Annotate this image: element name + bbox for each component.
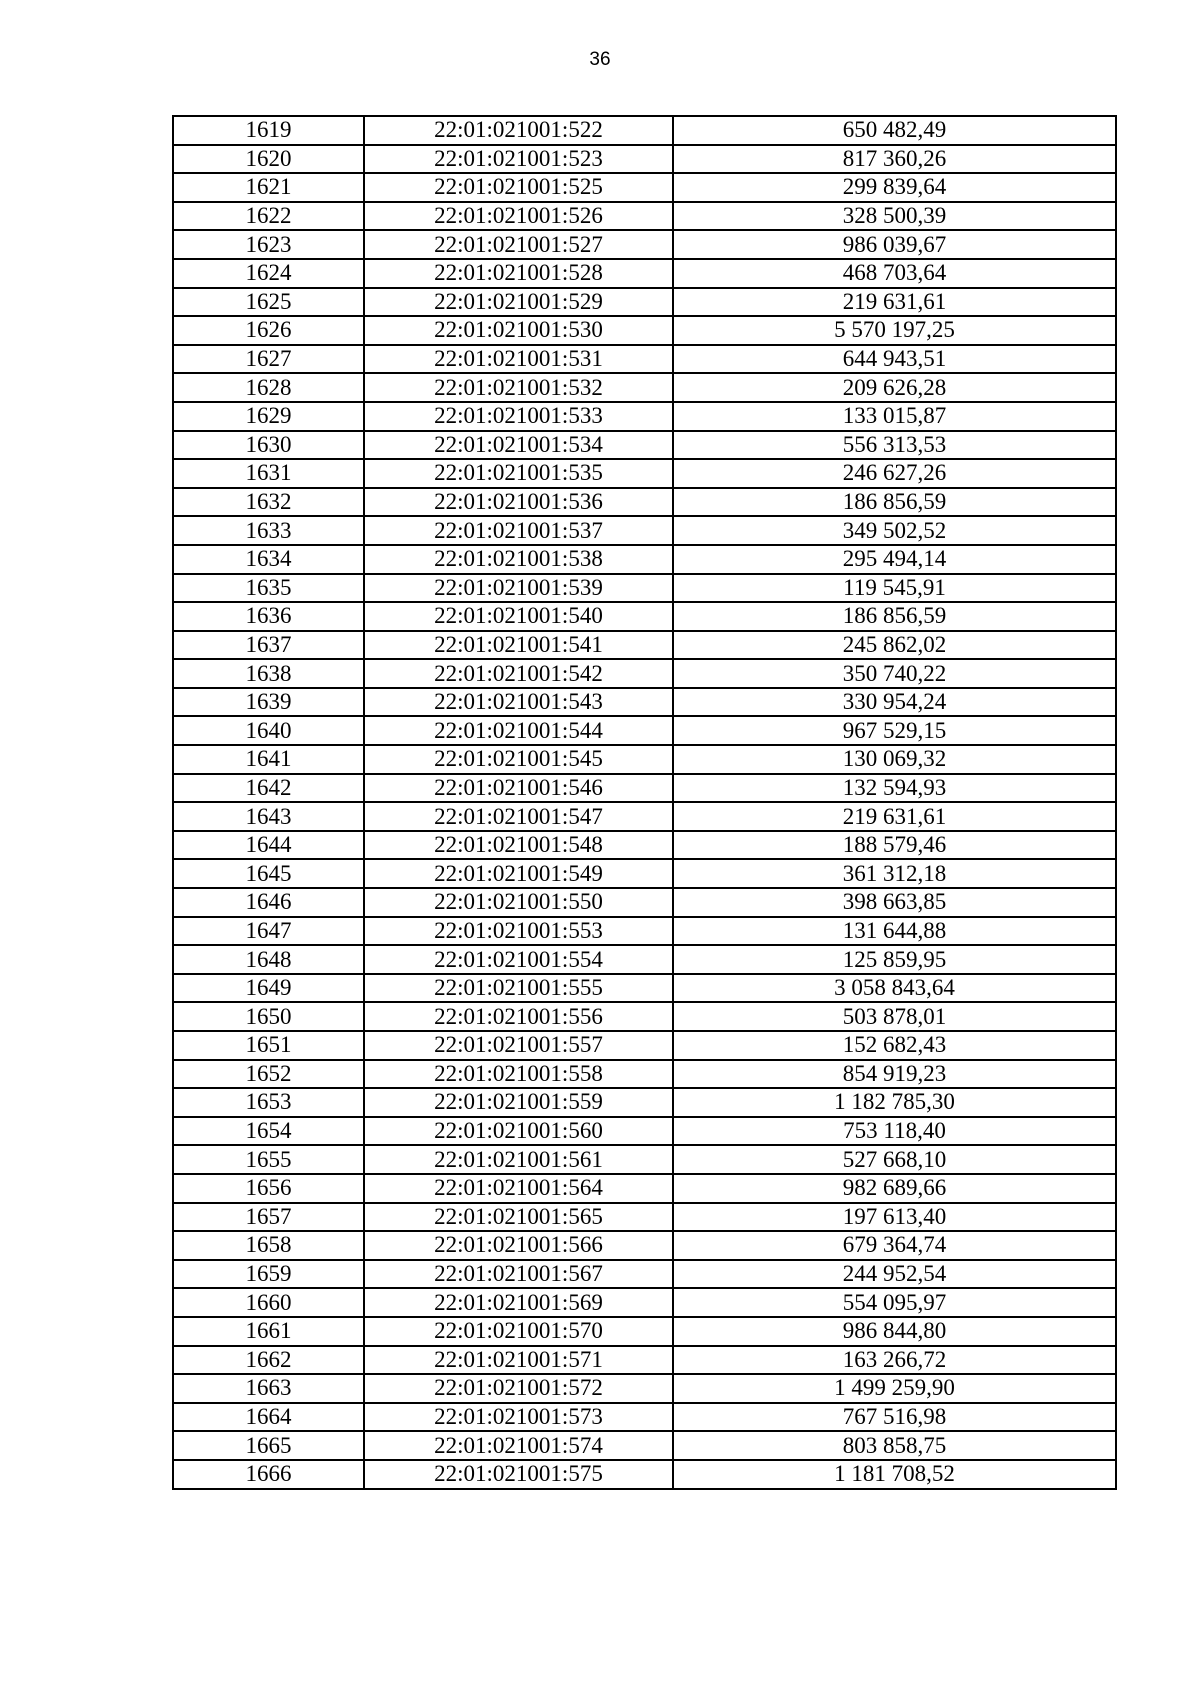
table-row — [173, 230, 1116, 259]
table-row — [173, 259, 1116, 288]
table-row — [173, 1431, 1116, 1460]
cadastral-value-cell: 349 502,52 — [673, 516, 1116, 545]
table-row — [173, 373, 1116, 402]
row-number-cell: 1657 — [173, 1203, 364, 1232]
cadastral-value-cell: 986 844,80 — [673, 1317, 1116, 1346]
cadastral-value-cell: 130 069,32 — [673, 745, 1116, 774]
table-row — [173, 1145, 1116, 1174]
cadastral-number-cell: 22:01:021001:561 — [364, 1145, 673, 1174]
cadastral-number-cell: 22:01:021001:543 — [364, 688, 673, 717]
cadastral-value-cell: 125 859,95 — [673, 945, 1116, 974]
cadastral-value-cell: 299 839,64 — [673, 173, 1116, 202]
row-number-cell: 1637 — [173, 631, 364, 660]
row-number-cell: 1658 — [173, 1231, 364, 1260]
table-row — [173, 173, 1116, 202]
table-row — [173, 859, 1116, 888]
table-row — [173, 202, 1116, 231]
cadastral-number-cell: 22:01:021001:528 — [364, 259, 673, 288]
row-number-cell: 1651 — [173, 1031, 364, 1060]
table-row — [173, 602, 1116, 631]
row-number-cell: 1662 — [173, 1346, 364, 1375]
row-number-cell: 1642 — [173, 774, 364, 803]
table-row — [173, 631, 1116, 660]
cadastral-value-cell: 650 482,49 — [673, 116, 1116, 145]
cadastral-number-cell: 22:01:021001:557 — [364, 1031, 673, 1060]
row-number-cell: 1634 — [173, 545, 364, 574]
cadastral-value-cell: 554 095,97 — [673, 1288, 1116, 1317]
cadastral-value-cell: 767 516,98 — [673, 1403, 1116, 1432]
cadastral-number-cell: 22:01:021001:526 — [364, 202, 673, 231]
cadastral-number-cell: 22:01:021001:533 — [364, 402, 673, 431]
row-number-cell: 1664 — [173, 1403, 364, 1432]
row-number-cell: 1641 — [173, 745, 364, 774]
cadastral-number-cell: 22:01:021001:571 — [364, 1346, 673, 1375]
cadastral-value-cell: 967 529,15 — [673, 716, 1116, 745]
row-number-cell: 1627 — [173, 345, 364, 374]
cadastral-value-cell: 152 682,43 — [673, 1031, 1116, 1060]
cadastral-number-cell: 22:01:021001:567 — [364, 1260, 673, 1289]
cadastral-number-cell: 22:01:021001:525 — [364, 173, 673, 202]
cadastral-value-cell: 328 500,39 — [673, 202, 1116, 231]
cadastral-number-cell: 22:01:021001:530 — [364, 316, 673, 345]
cadastral-value-cell: 5 570 197,25 — [673, 316, 1116, 345]
table-row — [173, 145, 1116, 174]
table-row — [173, 1346, 1116, 1375]
table-row — [173, 716, 1116, 745]
row-number-cell: 1656 — [173, 1174, 364, 1203]
table-row — [173, 917, 1116, 946]
row-number-cell: 1647 — [173, 917, 364, 946]
cadastral-number-cell: 22:01:021001:532 — [364, 373, 673, 402]
cadastral-value-cell: 186 856,59 — [673, 488, 1116, 517]
table-row — [173, 574, 1116, 603]
row-number-cell: 1648 — [173, 945, 364, 974]
cadastral-value-cell: 1 182 785,30 — [673, 1088, 1116, 1117]
cadastral-value-cell: 330 954,24 — [673, 688, 1116, 717]
cadastral-number-cell: 22:01:021001:555 — [364, 974, 673, 1003]
cadastral-number-cell: 22:01:021001:550 — [364, 888, 673, 917]
row-number-cell: 1631 — [173, 459, 364, 488]
row-number-cell: 1621 — [173, 173, 364, 202]
cadastral-value-cell: 503 878,01 — [673, 1002, 1116, 1031]
cadastral-number-cell: 22:01:021001:529 — [364, 288, 673, 317]
cadastral-number-cell: 22:01:021001:565 — [364, 1203, 673, 1232]
row-number-cell: 1643 — [173, 802, 364, 831]
cadastral-number-cell: 22:01:021001:536 — [364, 488, 673, 517]
page-number: 36 — [589, 49, 611, 70]
cadastral-number-cell: 22:01:021001:553 — [364, 917, 673, 946]
row-number-cell: 1632 — [173, 488, 364, 517]
cadastral-number-cell: 22:01:021001:558 — [364, 1060, 673, 1089]
table-row — [173, 888, 1116, 917]
cadastral-number-cell: 22:01:021001:538 — [364, 545, 673, 574]
row-number-cell: 1636 — [173, 602, 364, 631]
cadastral-value-cell: 753 118,40 — [673, 1117, 1116, 1146]
cadastral-value-cell: 209 626,28 — [673, 373, 1116, 402]
row-number-cell: 1619 — [173, 116, 364, 145]
table-row — [173, 1060, 1116, 1089]
cadastral-number-cell: 22:01:021001:574 — [364, 1431, 673, 1460]
row-number-cell: 1649 — [173, 974, 364, 1003]
cadastral-value-table — [172, 115, 1117, 1490]
cadastral-value-cell: 186 856,59 — [673, 602, 1116, 631]
cadastral-value-cell: 556 313,53 — [673, 431, 1116, 460]
cadastral-value-cell: 219 631,61 — [673, 288, 1116, 317]
cadastral-number-cell: 22:01:021001:540 — [364, 602, 673, 631]
cadastral-value-cell: 1 181 708,52 — [673, 1460, 1116, 1489]
row-number-cell: 1630 — [173, 431, 364, 460]
cadastral-value-cell: 131 644,88 — [673, 917, 1116, 946]
table-row — [173, 431, 1116, 460]
cadastral-number-cell: 22:01:021001:548 — [364, 831, 673, 860]
table-row — [173, 1031, 1116, 1060]
row-number-cell: 1625 — [173, 288, 364, 317]
cadastral-number-cell: 22:01:021001:572 — [364, 1374, 673, 1403]
cadastral-value-cell: 817 360,26 — [673, 145, 1116, 174]
table-row — [173, 1117, 1116, 1146]
table-row — [173, 116, 1116, 145]
row-number-cell: 1640 — [173, 716, 364, 745]
table-row — [173, 1088, 1116, 1117]
row-number-cell: 1650 — [173, 1002, 364, 1031]
row-number-cell: 1646 — [173, 888, 364, 917]
table-row — [173, 745, 1116, 774]
cadastral-number-cell: 22:01:021001:549 — [364, 859, 673, 888]
table-row — [173, 831, 1116, 860]
cadastral-value-cell: 527 668,10 — [673, 1145, 1116, 1174]
table-row — [173, 659, 1116, 688]
cadastral-number-cell: 22:01:021001:569 — [364, 1288, 673, 1317]
cadastral-value-cell: 350 740,22 — [673, 659, 1116, 688]
cadastral-value-cell: 679 364,74 — [673, 1231, 1116, 1260]
cadastral-value-cell: 3 058 843,64 — [673, 974, 1116, 1003]
cadastral-value-cell: 468 703,64 — [673, 259, 1116, 288]
row-number-cell: 1628 — [173, 373, 364, 402]
row-number-cell: 1626 — [173, 316, 364, 345]
cadastral-number-cell: 22:01:021001:531 — [364, 345, 673, 374]
row-number-cell: 1666 — [173, 1460, 364, 1489]
cadastral-number-cell: 22:01:021001:554 — [364, 945, 673, 974]
row-number-cell: 1639 — [173, 688, 364, 717]
row-number-cell: 1624 — [173, 259, 364, 288]
cadastral-number-cell: 22:01:021001:534 — [364, 431, 673, 460]
row-number-cell: 1622 — [173, 202, 364, 231]
row-number-cell: 1663 — [173, 1374, 364, 1403]
table-body — [173, 116, 1116, 1489]
row-number-cell: 1661 — [173, 1317, 364, 1346]
cadastral-value-cell: 854 919,23 — [673, 1060, 1116, 1089]
row-number-cell: 1655 — [173, 1145, 364, 1174]
cadastral-value-cell: 246 627,26 — [673, 459, 1116, 488]
row-number-cell: 1645 — [173, 859, 364, 888]
cadastral-value-cell: 398 663,85 — [673, 888, 1116, 917]
cadastral-value-cell: 803 858,75 — [673, 1431, 1116, 1460]
cadastral-number-cell: 22:01:021001:547 — [364, 802, 673, 831]
cadastral-value-cell: 188 579,46 — [673, 831, 1116, 860]
table-row — [173, 1374, 1116, 1403]
row-number-cell: 1638 — [173, 659, 364, 688]
table-row — [173, 488, 1116, 517]
cadastral-number-cell: 22:01:021001:570 — [364, 1317, 673, 1346]
row-number-cell: 1635 — [173, 574, 364, 603]
table-row — [173, 1260, 1116, 1289]
cadastral-value-cell: 219 631,61 — [673, 802, 1116, 831]
row-number-cell: 1644 — [173, 831, 364, 860]
table-row — [173, 945, 1116, 974]
cadastral-value-cell: 982 689,66 — [673, 1174, 1116, 1203]
cadastral-value-cell: 132 594,93 — [673, 774, 1116, 803]
cadastral-value-cell: 295 494,14 — [673, 545, 1116, 574]
table-row — [173, 974, 1116, 1003]
row-number-cell: 1653 — [173, 1088, 364, 1117]
table-row — [173, 316, 1116, 345]
cadastral-value-cell: 644 943,51 — [673, 345, 1116, 374]
cadastral-value-cell: 245 862,02 — [673, 631, 1116, 660]
row-number-cell: 1652 — [173, 1060, 364, 1089]
cadastral-number-cell: 22:01:021001:541 — [364, 631, 673, 660]
table-row — [173, 1174, 1116, 1203]
cadastral-value-cell: 133 015,87 — [673, 402, 1116, 431]
row-number-cell: 1654 — [173, 1117, 364, 1146]
table-row — [173, 459, 1116, 488]
cadastral-number-cell: 22:01:021001:542 — [364, 659, 673, 688]
cadastral-value-cell: 163 266,72 — [673, 1346, 1116, 1375]
cadastral-number-cell: 22:01:021001:546 — [364, 774, 673, 803]
row-number-cell: 1665 — [173, 1431, 364, 1460]
table-row — [173, 1403, 1116, 1432]
cadastral-value-cell: 361 312,18 — [673, 859, 1116, 888]
cadastral-value-cell: 197 613,40 — [673, 1203, 1116, 1232]
cadastral-number-cell: 22:01:021001:537 — [364, 516, 673, 545]
table-row — [173, 1288, 1116, 1317]
cadastral-value-cell: 1 499 259,90 — [673, 1374, 1116, 1403]
table-row — [173, 1231, 1116, 1260]
table-row — [173, 1317, 1116, 1346]
cadastral-number-cell: 22:01:021001:535 — [364, 459, 673, 488]
cadastral-number-cell: 22:01:021001:544 — [364, 716, 673, 745]
cadastral-number-cell: 22:01:021001:564 — [364, 1174, 673, 1203]
cadastral-number-cell: 22:01:021001:522 — [364, 116, 673, 145]
row-number-cell: 1659 — [173, 1260, 364, 1289]
cadastral-number-cell: 22:01:021001:539 — [364, 574, 673, 603]
cadastral-number-cell: 22:01:021001:545 — [364, 745, 673, 774]
cadastral-number-cell: 22:01:021001:527 — [364, 230, 673, 259]
cadastral-number-cell: 22:01:021001:560 — [364, 1117, 673, 1146]
cadastral-number-cell: 22:01:021001:559 — [364, 1088, 673, 1117]
table-row — [173, 688, 1116, 717]
table-row — [173, 345, 1116, 374]
table-row — [173, 1002, 1116, 1031]
cadastral-value-cell: 986 039,67 — [673, 230, 1116, 259]
table-row — [173, 516, 1116, 545]
table-row — [173, 774, 1116, 803]
row-number-cell: 1620 — [173, 145, 364, 174]
cadastral-value-cell: 244 952,54 — [673, 1260, 1116, 1289]
row-number-cell: 1629 — [173, 402, 364, 431]
table-row — [173, 545, 1116, 574]
row-number-cell: 1633 — [173, 516, 364, 545]
table-row — [173, 1203, 1116, 1232]
table-row — [173, 1460, 1116, 1489]
table-row — [173, 802, 1116, 831]
cadastral-value-cell: 119 545,91 — [673, 574, 1116, 603]
cadastral-number-cell: 22:01:021001:556 — [364, 1002, 673, 1031]
row-number-cell: 1660 — [173, 1288, 364, 1317]
cadastral-number-cell: 22:01:021001:575 — [364, 1460, 673, 1489]
cadastral-number-cell: 22:01:021001:523 — [364, 145, 673, 174]
cadastral-number-cell: 22:01:021001:573 — [364, 1403, 673, 1432]
row-number-cell: 1623 — [173, 230, 364, 259]
table-row — [173, 402, 1116, 431]
cadastral-number-cell: 22:01:021001:566 — [364, 1231, 673, 1260]
table-row — [173, 288, 1116, 317]
